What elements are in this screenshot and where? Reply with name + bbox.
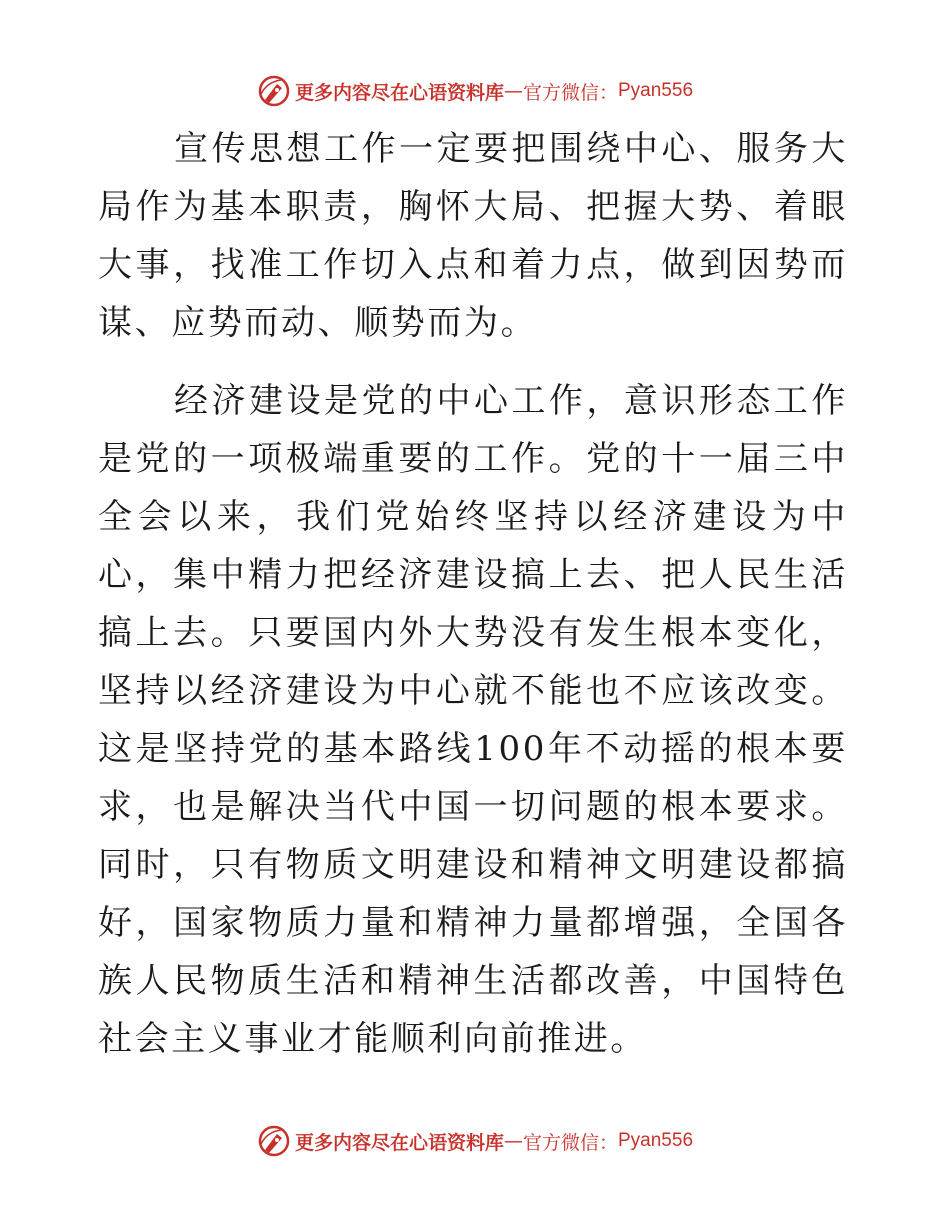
header-watermark-banner bbox=[0, 71, 950, 111]
banner-wechat-label: 官方微信： bbox=[522, 1131, 618, 1154]
banner-wechat-label: 官方微信： bbox=[522, 81, 618, 104]
pen-nib-logo-icon bbox=[257, 74, 291, 108]
paragraph-1: 宣传思想工作一定要把围绕中心、服务大局作为基本职责，胸怀大局、把握大势、着眼大事，找准工作切入点和着力点，做到因势而谋、应势而动、顺势而为。 bbox=[98, 129, 848, 343]
banner-wechat-id: Pyan556 bbox=[618, 80, 694, 101]
banner-slogan: 更多内容尽在心语资料库 bbox=[294, 81, 504, 104]
banner-slogan: 更多内容尽在心语资料库 bbox=[294, 1131, 504, 1154]
footer-watermark-banner bbox=[0, 1121, 950, 1161]
banner-separator: — bbox=[503, 80, 523, 102]
banner-separator: — bbox=[503, 1130, 523, 1152]
pen-nib-logo-icon bbox=[257, 1124, 291, 1158]
document-body bbox=[98, 120, 848, 1088]
paragraph-2: 经济建设是党的中心工作，意识形态工作是党的一项极端重要的工作。党的十一届三中全会以来，我们党始终坚持以经济建设为中心，集中精力把经济建设搞上去、把人民生活搞上去。只要国内外大势没有发生根本变化，坚持以经济建设为中心就不能也不应该改变。这是坚持党的基本路线100年不动摇的根本要求，也是解决当代中国一切问题的根本要求。同时，只有物质文明建设和精神文明建设都搞好，国家物质力量和精神力量都增强，全国各族人民物质生活和精神生活都改善，中国特色社会主义事业才能顺利向前推进。 bbox=[98, 381, 848, 1059]
banner-wechat-id: Pyan556 bbox=[618, 1130, 694, 1151]
